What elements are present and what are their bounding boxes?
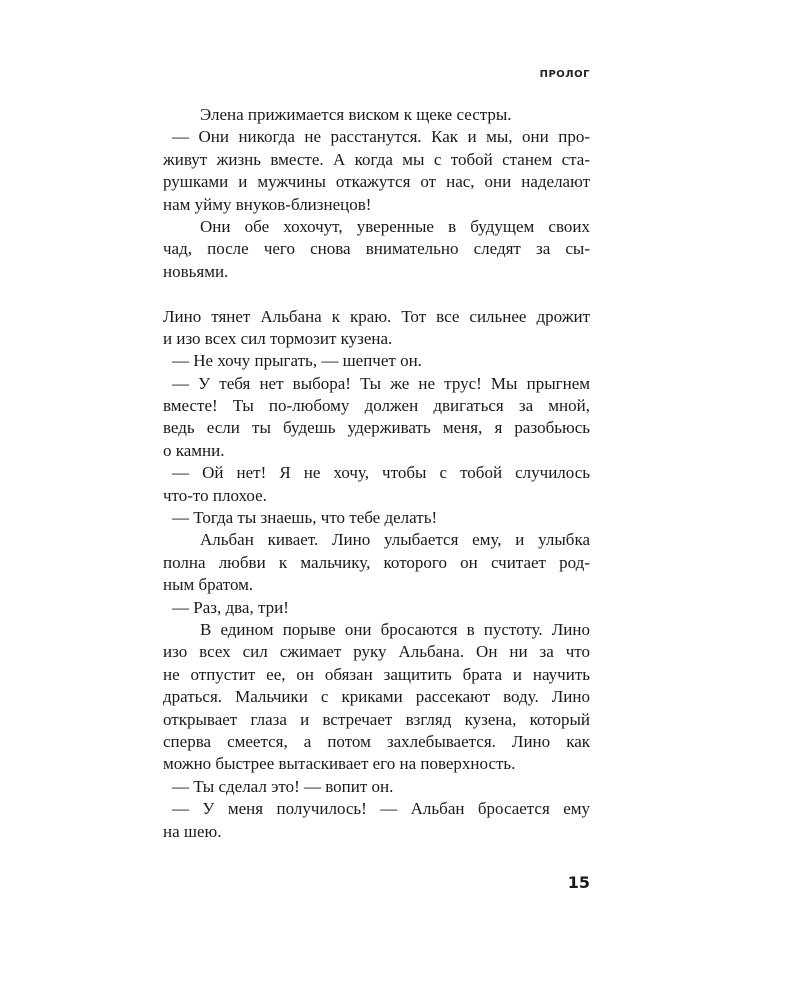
body-text	[163, 104, 590, 843]
text-line: — У меня получилось! — Альбан бросается ему	[172, 799, 590, 819]
running-head: ПРОЛОГ	[539, 69, 590, 80]
text-line: что-то плохое.	[163, 485, 267, 505]
text-line: драться. Мальчики с криками рассекают воду. Лино	[163, 687, 590, 707]
text-line: вместе! Ты по-любому должен двигаться за мной,	[163, 396, 590, 416]
text-line: — Они никогда не расстанутся. Как и мы, они про-	[172, 127, 590, 147]
section-break	[163, 283, 590, 305]
text-line: — Ой нет! Я не хочу, чтобы с тобой случилось	[172, 463, 590, 483]
text-line: Элена прижимается виском к щеке сестры.	[200, 105, 512, 124]
text-line: Лино тянет Альбана к краю. Тот все сильнее дрожит	[163, 306, 590, 326]
text-line: — Раз, два, три!	[172, 597, 289, 617]
text-line: чад, после чего снова внимательно следят за сы-	[163, 239, 590, 259]
text-line: не отпустит ее, он обязан защитить брата и научить	[163, 664, 590, 684]
text-line: — Не хочу прыгать, — шепчет он.	[172, 351, 422, 371]
text-line: можно быстрее вытаскивает его на поверхность.	[163, 754, 516, 774]
text-line: нам уйму внуков-близнецов!	[163, 194, 372, 214]
text-line: и изо всех сил тормозит кузена.	[163, 328, 393, 348]
text-line: Альбан кивает. Лино улыбается ему, и улыбка	[200, 530, 590, 550]
text-line: — Тогда ты знаешь, что тебе делать!	[172, 508, 438, 528]
text-line: Они обе хохочут, уверенные в будущем своих	[200, 216, 590, 236]
text-line: изо всех сил сжимает руку Альбана. Он ни за что	[163, 642, 590, 662]
text-line: В едином порыве они бросаются в пустоту. Лино	[200, 619, 590, 639]
text-line: сперва смеется, а потом захлебывается. Лино как	[163, 731, 590, 751]
page-number: 15	[567, 873, 590, 892]
text-line: открывает глаза и встречает взгляд кузена, который	[163, 709, 590, 729]
text-line: новьями.	[163, 261, 229, 281]
text-line: живут жизнь вместе. А когда мы с тобой станем ста-	[163, 149, 590, 169]
text-line: о камни.	[163, 440, 225, 460]
text-line: ведь если ты будешь удерживать меня, я разобьюсь	[163, 418, 590, 438]
text-line: — Ты сделал это! — вопит он.	[172, 776, 394, 796]
text-line: рушками и мужчины откажутся от нас, они наделают	[163, 172, 590, 192]
text-line: полна любви к мальчику, которого он считает род-	[163, 552, 590, 572]
text-line: — У тебя нет выбора! Ты же не трус! Мы прыгнем	[172, 373, 590, 393]
text-line: ным братом.	[163, 575, 254, 595]
text-line: на шею.	[163, 821, 222, 841]
